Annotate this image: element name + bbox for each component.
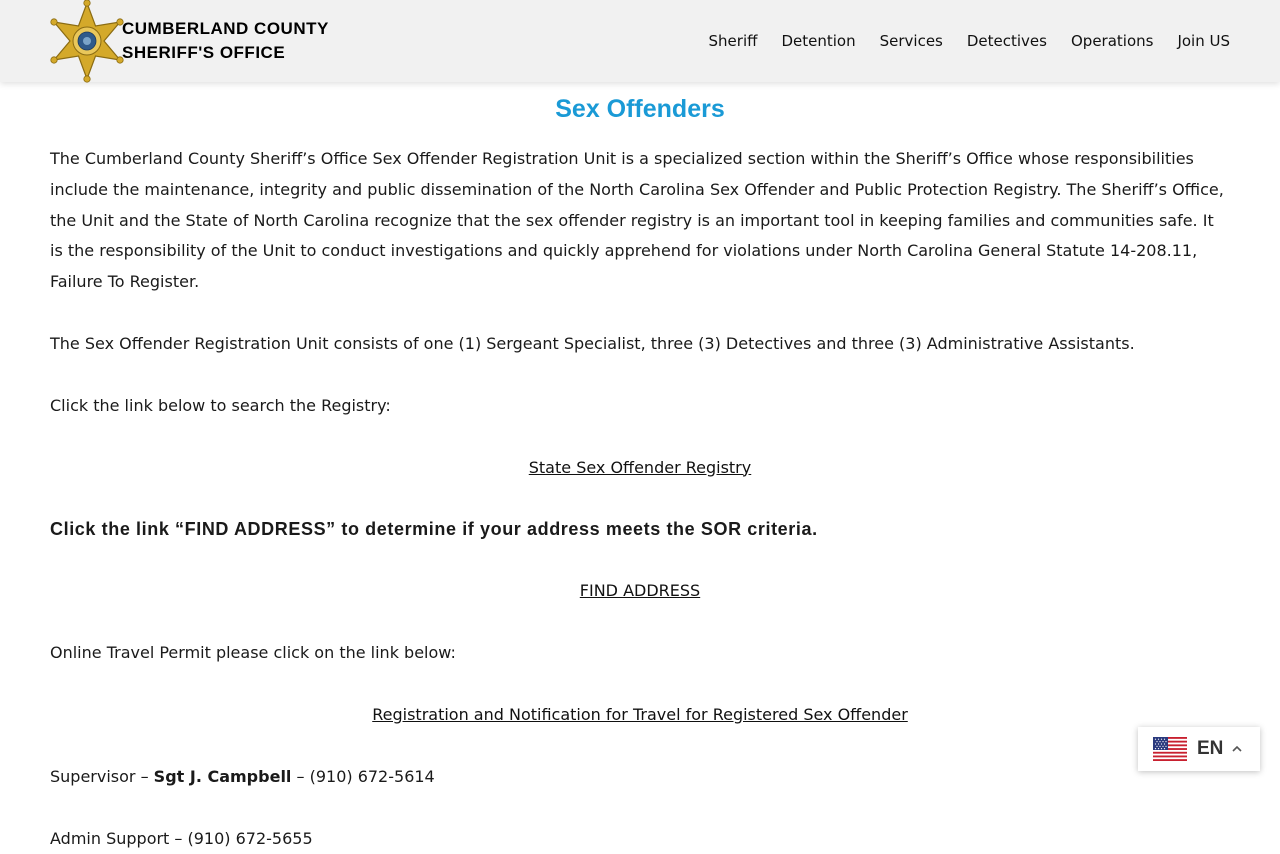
main-nav (685, 0, 1230, 82)
supervisor-phone: – (910) 672-5614 (296, 766, 435, 786)
find-address-note: Click the link “FIND ADDRESS” to determine if your address meets the SOR criteria. (50, 519, 818, 540)
unit-paragraph: The Sex Offender Registration Unit consists of one (1) Sergeant Specialist, three (3) Detectives and three (3) Administrative Assistants. (50, 333, 1135, 353)
logo-line-2: SHERIFF'S OFFICE (122, 43, 286, 62)
supervisor-line (50, 762, 1230, 793)
nav-item-operations[interactable]: Operations (1070, 32, 1154, 50)
logo-text (122, 17, 329, 65)
nav-item-detention[interactable]: Detention (781, 32, 856, 50)
travel-link-row (50, 700, 1230, 731)
travel-registration-link[interactable]: Registration and Notification for Travel for Registered Sex Offender (372, 704, 908, 724)
admin-support-line: Admin Support – (910) 672-5655 (50, 828, 313, 848)
logo-line-1: CUMBERLAND COUNTY (122, 19, 329, 38)
find-address-link[interactable]: FIND ADDRESS (579, 581, 701, 601)
supervisor-label: Supervisor – (50, 766, 149, 786)
main-content (50, 82, 1230, 854)
travel-prompt: Online Travel Permit please click on the link below: (50, 643, 456, 663)
sheriff-badge-icon (50, 1, 124, 81)
nav-item-join-us[interactable]: Join US (1177, 32, 1230, 50)
nav-item-services[interactable]: Services (879, 32, 943, 50)
language-switcher[interactable] (1138, 727, 1260, 771)
supervisor-name: Sgt J. Campbell (153, 766, 292, 786)
page-title: Sex Offenders (555, 95, 725, 123)
find-address-row (50, 576, 1230, 607)
language-code: EN (1197, 738, 1224, 759)
site-logo[interactable] (50, 0, 329, 82)
search-prompt: Click the link below to search the Registry: (50, 395, 391, 415)
us-flag-icon (1153, 737, 1187, 761)
nav-item-sheriff[interactable]: Sheriff (708, 32, 758, 50)
site-header (0, 0, 1280, 82)
nav-item-detectives[interactable]: Detectives (966, 32, 1047, 50)
intro-paragraph: The Cumberland County Sheriff’s Office Sex Offender Registration Unit is a specialized section within the Sheriff’s Office whose responsibilities include the maintenance, integrity and public dissemination of the North Carolina Sex Offender and Public Protection Registry. The Sheriff’s Office, the Unit and the State of North Carolina recognize that the sex offender registry is an important tool in keeping families and communities safe. It is the responsibility of the Unit to conduct investigations and quickly apprehend for violations under North Carolina General Statute 14-208.11, Failure To Register. (50, 149, 1224, 292)
chevron-up-icon (1231, 743, 1243, 755)
registry-link-row (50, 453, 1230, 484)
state-registry-link[interactable]: State Sex Offender Registry (528, 457, 752, 477)
